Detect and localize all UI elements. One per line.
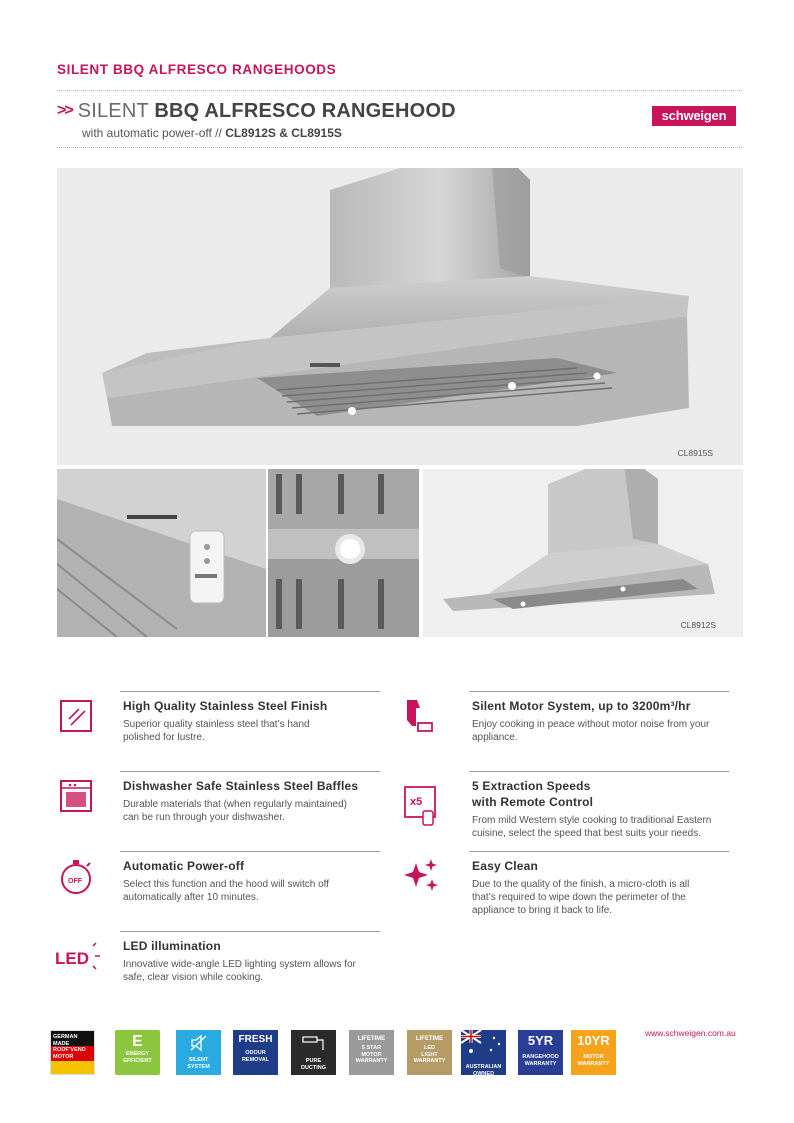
australian-owned-badge [461,1030,506,1075]
x5-label: x5 [410,796,423,808]
badge-line: WARRANTY [413,1058,446,1064]
badge-line: RANGEHOOD [522,1054,559,1060]
off-label: OFF [68,878,82,885]
divider-dotted-bottom [57,147,742,148]
feature-desc-led [123,958,356,984]
desc-line: From mild Western style cooking to traditional Eastern [472,815,712,826]
led-icon [55,940,101,980]
badge-line: LIGHT [421,1051,438,1058]
badge-main: 5YR [527,1033,554,1048]
silent-system-badge [176,1030,221,1075]
main-photo-caption: CL8915S [677,448,713,458]
desc-line: automatically after 10 minutes. [123,892,259,903]
badge-line: AUSTRALIAN [465,1064,502,1070]
subtitle-models: CL8912S & CL8915S [225,126,342,140]
chevron-icon: >> [57,102,72,119]
sparkle-icon [402,857,442,897]
badge-line: SYSTEM [187,1063,210,1070]
duct-icon [300,1035,328,1053]
badge-line: 5 STAR [361,1045,382,1051]
brand-logo: schweigen [652,106,736,126]
desc-line: cuisine, select the speed that best suits your needs. [472,828,702,839]
divider-dotted-top [57,90,742,91]
energy-efficient-badge [115,1030,160,1075]
feature-title-speeds [472,778,593,810]
fresh-odour-badge [233,1030,278,1075]
german-motor-badge [50,1030,95,1075]
badge-line: ODOUR [245,1050,266,1056]
feature-desc-speeds [472,814,711,840]
lifetime-motor-badge [349,1030,394,1075]
feature-title-led: LED illumination [123,939,221,953]
mute-icon [189,1034,209,1052]
power-off-timer-icon [57,857,97,897]
silent-motor-icon [402,697,442,737]
desc-line: polished for lustre. [123,732,205,743]
desc-line: Enjoy cooking in peace without motor noise from your [472,719,710,730]
detail-photo-remote [57,469,266,637]
feature-desc-poweroff [123,878,329,904]
section-label: SILENT BBQ ALFRESCO RANGEHOODS [57,62,337,77]
feature-rule [120,851,380,852]
remote-control-icon [402,783,442,823]
subtitle [82,126,342,140]
badge-line: WARRANTY [355,1058,388,1064]
lifetime-led-badge [407,1030,452,1075]
badge-main: 10YR [577,1033,610,1048]
feature-rule [469,851,729,852]
badge-line: OWNED [472,1070,495,1075]
badge-line: REMOVAL [241,1056,270,1063]
feature-title-dishwasher: Dishwasher Safe Stainless Steel Baffles [123,779,359,793]
light-detail-illustration [268,469,419,637]
australian-flag-icon [461,1030,506,1058]
desc-line: Select this function and the hood will switch off [123,879,330,890]
led-label: LED [55,949,89,968]
badge-line: SILENT [188,1057,209,1063]
website-link[interactable]: www.schweigen.com.au [645,1028,736,1038]
title-light: SILENT [77,100,155,122]
desc-line: Due to the quality of the finish, a micro-cloth is all [472,879,690,890]
title-bold: BBQ ALFRESCO RANGEHOOD [154,100,456,122]
badge-line: MOTOR [53,1053,74,1060]
feature-rule [120,931,380,932]
small-photo-caption: CL8912S [680,620,716,630]
desc-line: safe, clear vision while cooking. [123,972,264,983]
feature-desc-steel [123,718,310,744]
motor-warranty-badge [571,1030,616,1075]
feature-rule [120,691,380,692]
remote-detail-illustration [57,469,266,637]
badge-main: LIFETIME [415,1036,444,1042]
badge-line: MOTOR [583,1054,604,1060]
rangehood-warranty-badge [518,1030,563,1075]
main-product-photo [57,168,743,465]
page-title [57,100,456,123]
badge-main: FRESH [238,1034,273,1045]
badge-main: E [132,1033,143,1050]
badge-line: GERMAN [53,1034,78,1040]
badge-main: LIFETIME [357,1036,386,1042]
feature-rule [120,771,380,772]
badge-line: WARRANTY [524,1060,557,1067]
badge-line: EFFICIENT [123,1057,152,1064]
badge-line: MOTOR [361,1051,382,1058]
badge-line: ENERGY [125,1051,150,1057]
badge-line: WARRANTY [577,1060,610,1067]
detail-photo-cl8912s [423,469,743,637]
detail-photo-light [268,469,419,637]
badge-line: MADE [53,1040,70,1047]
badge-line: DUCTING [300,1064,327,1071]
desc-line: can be run through your dishwasher. [123,812,285,823]
desc-line: Superior quality stainless steel that’s hand [123,719,310,730]
feature-rule [469,691,729,692]
feature-title-steel: High Quality Stainless Steel Finish [123,699,328,713]
feature-title-motor: Silent Motor System, up to 3200m³/hr [472,699,691,713]
rangehood-large-illustration [57,168,743,465]
feature-desc-motor [472,718,709,744]
desc-line: appliance. [472,732,518,743]
feature-desc-easyclean [472,878,689,917]
feature-desc-dishwasher [123,798,347,824]
dishwasher-icon [57,777,97,817]
subtitle-prefix: with automatic power-off // [82,126,226,140]
title-line: with Remote Control [472,795,594,809]
feature-title-easyclean: Easy Clean [472,859,539,873]
badge-line: PURE [305,1058,322,1064]
pure-ducting-badge [291,1030,336,1075]
rangehood-small-illustration [423,469,743,637]
desc-line: Durable materials that (when regularly maintained) [123,799,347,810]
badge-line: LED [424,1045,435,1051]
stainless-steel-icon [57,697,97,737]
desc-line: Innovative wide-angle LED lighting system allows for [123,959,356,970]
title-line: 5 Extraction Speeds [472,779,591,793]
feature-rule [469,771,729,772]
badge-line: ROOF’VEND [53,1047,86,1053]
desc-line: appliance to bring it back to life. [472,905,613,916]
feature-title-poweroff: Automatic Power-off [123,859,245,873]
desc-line: that’s required to wipe down the perimeter of the [472,892,686,903]
